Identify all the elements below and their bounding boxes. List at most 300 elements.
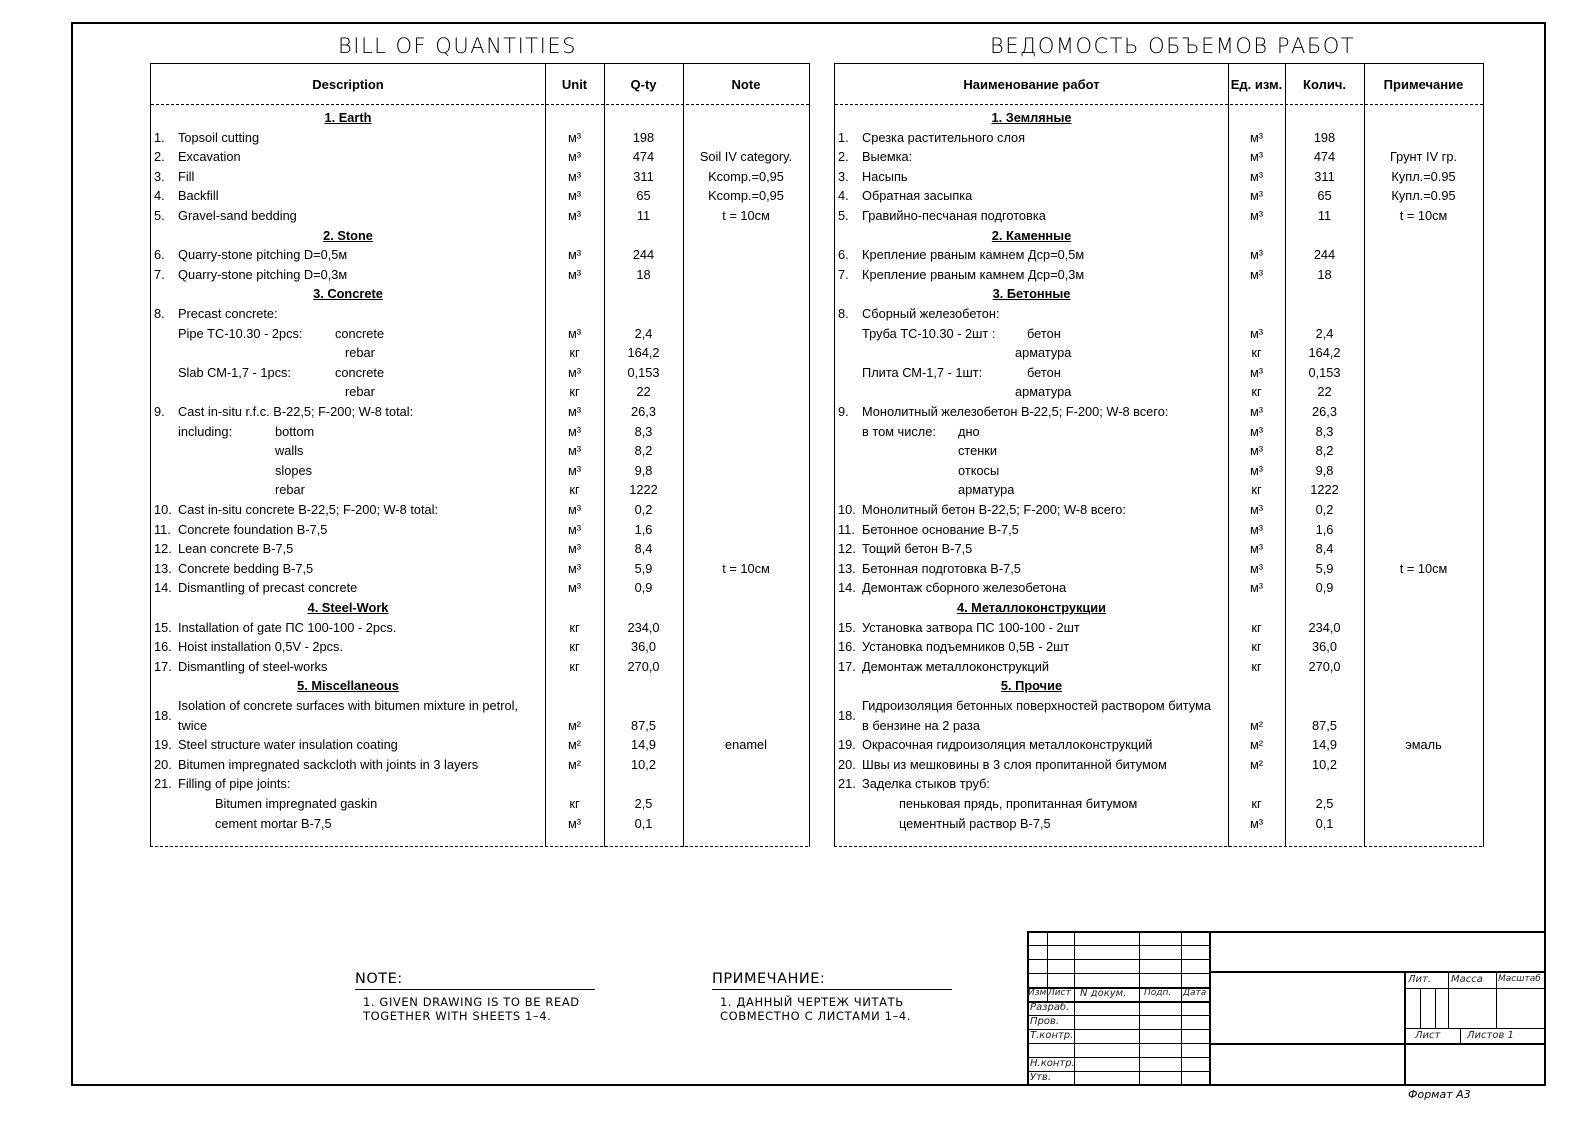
- item-number: 2.: [838, 149, 849, 165]
- table-row: [151, 343, 809, 363]
- item-number: 8.: [838, 306, 849, 321]
- header-cell: Description: [312, 77, 384, 92]
- item-description: Крепление рваным камнем Дср=0,5м: [862, 247, 1085, 263]
- table-row: [835, 480, 1483, 500]
- note-en-line-2: TOGETHER WITH SHEETS 1–4.: [363, 1009, 552, 1023]
- table-row: [835, 520, 1483, 540]
- stamp-prov: Пров.: [1030, 1016, 1060, 1027]
- item-unit: м³: [567, 521, 582, 537]
- item-unit: м³: [1249, 168, 1264, 184]
- item-quantity: 5,9: [1315, 560, 1334, 576]
- item-description: Гидроизоляция бетонных поверхностей раствором битума: [862, 698, 1211, 713]
- format-label: Формат А3: [1408, 1088, 1471, 1101]
- item-number: 14.: [838, 580, 856, 596]
- item-description: Concrete bedding B-7,5: [178, 560, 314, 576]
- item-description: Installation of gate ПС 100-100 - 2pcs.: [178, 619, 397, 635]
- item-quantity: 2,5: [634, 796, 653, 811]
- item-quantity: 65: [636, 188, 651, 204]
- table-row: [151, 206, 809, 226]
- table-row: [835, 539, 1483, 559]
- item-unit: м³: [1249, 325, 1264, 341]
- stamp-tkontr: Т.контр.: [1030, 1030, 1074, 1041]
- table-row: [151, 500, 809, 520]
- item-unit: м³: [1249, 404, 1264, 419]
- table-row: [835, 245, 1483, 265]
- item-unit: м³: [567, 541, 582, 557]
- item-quantity: 311: [633, 168, 654, 184]
- item-quantity: 8,4: [1315, 541, 1334, 557]
- item-description: Dismantling of precast concrete: [178, 580, 358, 596]
- table-row: [835, 304, 1483, 324]
- item-unit: м³: [1249, 208, 1264, 223]
- item-description: Бетонное основание B-7,5: [862, 521, 1019, 537]
- item-unit: м³: [1249, 815, 1264, 831]
- item-number: 9.: [154, 404, 165, 419]
- item-description: Гравийно-песчаная подготовка: [862, 208, 1046, 223]
- item-component: бетон: [1027, 325, 1061, 341]
- item-quantity: 311: [1314, 168, 1335, 184]
- stamp-ndokum: N докум.: [1080, 988, 1127, 999]
- item-component: арматура: [1015, 345, 1072, 361]
- item-description: Крепление рваным камнем Дср=0,3м: [862, 266, 1085, 282]
- item-quantity: 26,3: [1312, 404, 1337, 419]
- table-row: [151, 539, 809, 559]
- item-number: 10.: [838, 502, 856, 517]
- table-row: [835, 147, 1483, 167]
- table-row: [151, 441, 809, 461]
- item-quantity: 0,2: [1315, 502, 1334, 517]
- item-quantity: 244: [632, 247, 655, 263]
- item-number: 1.: [838, 129, 849, 145]
- item-quantity: 10,2: [631, 756, 656, 772]
- vedomost-table: [834, 63, 1484, 847]
- item-unit: м³: [567, 149, 582, 165]
- item-number: 5.: [154, 208, 165, 223]
- item-quantity: 0,1: [634, 815, 653, 831]
- item-number: 20.: [838, 756, 856, 772]
- section-title: 5. Прочие: [1000, 678, 1063, 694]
- item-note: t = 10см: [722, 560, 770, 576]
- item-note: Купл.=0.95: [1391, 168, 1456, 184]
- item-number: 3.: [154, 168, 165, 184]
- item-unit: м³: [1249, 129, 1264, 145]
- item-number: 1.: [154, 129, 165, 145]
- stamp-lit: Лит.: [1408, 974, 1432, 985]
- item-quantity: 198: [632, 129, 655, 145]
- table-row: [151, 363, 809, 383]
- item-quantity: 474: [632, 149, 655, 165]
- item-quantity: 8,2: [634, 443, 653, 459]
- item-quantity: 8,2: [1315, 443, 1334, 459]
- item-unit: м³: [567, 502, 582, 517]
- item-description: Заделка стыков труб:: [862, 776, 990, 792]
- item-note: Купл.=0.95: [1391, 188, 1456, 204]
- item-unit: м³: [1249, 541, 1264, 557]
- item-unit: кг: [1251, 482, 1262, 498]
- table-row: [835, 422, 1483, 442]
- item-number: 2.: [154, 149, 165, 165]
- item-component: цементный раствор B-7,5: [899, 815, 1051, 831]
- item-description: Slab СМ-1,7 - 1pcs:: [178, 364, 291, 380]
- item-number: 21.: [154, 776, 172, 792]
- item-quantity: 36,0: [631, 639, 656, 655]
- item-unit: кг: [1251, 796, 1262, 811]
- item-unit: м³: [567, 325, 582, 341]
- stamp-sheets: Листов 1: [1467, 1030, 1514, 1041]
- item-number: 19.: [838, 737, 856, 753]
- item-quantity: 0,1: [1315, 815, 1334, 831]
- item-quantity: 2,5: [1315, 796, 1334, 811]
- item-component: дно: [958, 423, 980, 439]
- item-unit: кг: [569, 658, 580, 674]
- item-description: Precast concrete:: [178, 306, 278, 321]
- table-row: [835, 363, 1483, 383]
- stamp-list: Лист: [1048, 988, 1071, 998]
- item-quantity: 270,0: [1308, 658, 1341, 674]
- item-component: пеньковая прядь, пропитанная битумом: [899, 796, 1138, 811]
- table-row: [151, 186, 809, 206]
- item-number: 16.: [154, 639, 172, 655]
- item-component: бетон: [1027, 364, 1061, 380]
- table-row: [835, 618, 1483, 638]
- table-row: [151, 324, 809, 344]
- item-description-cont: twice: [178, 717, 208, 733]
- item-quantity: 26,3: [631, 404, 656, 419]
- item-number: 3.: [838, 168, 849, 184]
- section-title: 3. Concrete: [313, 286, 383, 302]
- note-ru-line-1: 1. ДАННЫЙ ЧЕРТЕЖ ЧИТАТЬ: [720, 995, 904, 1009]
- table-row: [835, 167, 1483, 187]
- item-unit: м³: [567, 580, 582, 596]
- item-number: 5.: [838, 208, 849, 223]
- item-quantity: 18: [636, 266, 651, 282]
- item-quantity: 8,4: [634, 541, 653, 557]
- table-row: [835, 696, 1483, 735]
- item-component: bottom: [275, 423, 315, 439]
- stamp-razrab: Разраб.: [1030, 1002, 1070, 1013]
- item-unit: кг: [1251, 658, 1262, 674]
- item-unit: м³: [1249, 247, 1264, 263]
- item-unit: м³: [567, 560, 582, 576]
- table-row: [835, 128, 1483, 148]
- note-ru: [712, 971, 952, 1023]
- item-unit: м³: [1249, 560, 1264, 576]
- item-description: Fill: [178, 168, 195, 184]
- item-unit: м³: [567, 247, 582, 263]
- item-number: 12.: [838, 541, 856, 557]
- stamp-data: Дата: [1183, 988, 1207, 998]
- item-quantity: 18: [1317, 266, 1332, 282]
- stamp-masshtab: Масштаб: [1498, 974, 1541, 984]
- item-note: Soil IV category.: [699, 149, 793, 165]
- item-unit: кг: [569, 482, 580, 498]
- item-unit: кг: [569, 796, 580, 811]
- item-quantity: 0,153: [627, 364, 660, 380]
- item-quantity: 0,9: [634, 580, 653, 596]
- item-unit: м³: [1249, 443, 1264, 459]
- table-row: [835, 794, 1483, 814]
- section-title: 4. Steel-Work: [307, 600, 389, 615]
- item-number: 4.: [838, 188, 849, 204]
- item-component: cement mortar B-7,5: [215, 815, 332, 831]
- item-unit: м³: [1249, 521, 1264, 537]
- stamp-izm: Изм.: [1028, 988, 1050, 998]
- header-cell: Q-ty: [630, 77, 657, 92]
- stamp-sheet: Лист: [1415, 1030, 1441, 1041]
- table-row: [151, 304, 809, 324]
- item-number: 12.: [154, 541, 172, 557]
- section-heading: [835, 108, 1483, 128]
- item-description: Сборный железобетон:: [862, 306, 1000, 321]
- stamp-podp: Подп.: [1144, 988, 1172, 998]
- item-unit: кг: [569, 384, 580, 400]
- item-component: стенки: [958, 443, 998, 459]
- item-component: concrete: [335, 325, 385, 341]
- item-description: Труба ТС-10.30 - 2шт :: [862, 325, 996, 341]
- item-quantity: 22: [1317, 384, 1332, 400]
- table-row: [835, 755, 1483, 775]
- item-quantity: 10,2: [1312, 756, 1337, 772]
- item-quantity: 0,9: [1315, 580, 1334, 596]
- item-unit: м³: [1249, 266, 1264, 282]
- table-bottom-border: [834, 846, 1482, 847]
- item-number: 13.: [838, 560, 856, 576]
- item-unit: м³: [567, 443, 582, 459]
- section-heading: [151, 598, 809, 618]
- item-number: 6.: [838, 247, 849, 263]
- item-unit: м²: [1249, 737, 1264, 753]
- item-number: 21.: [838, 776, 856, 792]
- item-quantity: 11: [1317, 208, 1332, 223]
- item-note: эмаль: [1405, 737, 1442, 753]
- item-number: 4.: [154, 188, 165, 204]
- table-row: [151, 774, 809, 794]
- item-unit: м²: [1249, 717, 1264, 733]
- table-row: [151, 814, 809, 834]
- item-number: 20.: [154, 756, 172, 772]
- item-number: 6.: [154, 247, 165, 263]
- table-row: [151, 147, 809, 167]
- item-component: concrete: [335, 364, 385, 380]
- item-number: 7.: [838, 266, 849, 282]
- item-description: Topsoil cutting: [178, 129, 260, 145]
- item-description: Filling of pipe joints:: [178, 776, 291, 792]
- item-quantity: 234,0: [627, 619, 660, 635]
- item-note: t = 10см: [1399, 208, 1448, 223]
- table-row: [835, 441, 1483, 461]
- table-row: [835, 186, 1483, 206]
- item-unit: м³: [567, 168, 582, 184]
- table-row: [151, 735, 809, 755]
- table-row: [151, 128, 809, 148]
- item-unit: кг: [1251, 345, 1262, 361]
- table-row: [835, 265, 1483, 285]
- item-number: 7.: [154, 266, 165, 282]
- item-quantity: 164,2: [627, 345, 660, 361]
- item-unit: м²: [567, 717, 582, 733]
- section-heading: [835, 676, 1483, 696]
- item-unit: м²: [567, 756, 582, 772]
- section-title: 4. Металлоконструкции: [956, 600, 1107, 615]
- section-title: 3. Бетонные: [992, 286, 1071, 302]
- item-description: Бетонная подготовка B-7,5: [862, 560, 1021, 576]
- item-unit: м³: [567, 266, 582, 282]
- item-note: Грунт IV гр.: [1389, 149, 1458, 165]
- item-description: Backfill: [178, 188, 219, 204]
- item-quantity: 11: [636, 208, 651, 223]
- item-component: rebar: [345, 345, 375, 361]
- item-unit: кг: [1251, 384, 1262, 400]
- item-component: арматура: [1015, 384, 1072, 400]
- note-ru-line-2: СОВМЕСТНО С ЛИСТАМИ 1–4.: [720, 1009, 912, 1023]
- section-heading: [151, 226, 809, 246]
- header-cell: Note: [731, 77, 761, 92]
- note-ru-title: ПРИМЕЧАНИЕ:: [712, 971, 952, 990]
- right-title: ВЕДОМОСТЬ ОБЪЕМОВ РАБОТ: [990, 34, 1356, 58]
- item-quantity: 1,6: [634, 521, 653, 537]
- table-row: [835, 814, 1483, 834]
- note-en-title: NOTE:: [355, 971, 595, 990]
- item-unit: м³: [1249, 423, 1264, 439]
- item-component: walls: [275, 443, 304, 459]
- stamp-nkontr: Н.контр.: [1030, 1058, 1075, 1069]
- item-number: 17.: [154, 658, 172, 674]
- header-cell: Примечание: [1383, 77, 1464, 92]
- item-description: including:: [178, 423, 233, 439]
- item-quantity: 164,2: [1308, 345, 1341, 361]
- item-component: откосы: [958, 462, 1000, 478]
- item-unit: м³: [567, 208, 582, 223]
- item-quantity: 1222: [629, 482, 658, 498]
- section-heading: [151, 108, 809, 128]
- item-note: t = 10см: [722, 208, 770, 223]
- table-bottom-border: [150, 846, 808, 847]
- table-row: [151, 637, 809, 657]
- note-en-line-1: 1. GIVEN DRAWING IS TO BE READ: [363, 995, 580, 1009]
- item-number: 15.: [154, 619, 172, 635]
- item-component: rebar: [275, 482, 305, 498]
- item-quantity: 14,9: [1312, 737, 1337, 753]
- section-title: 2. Stone: [323, 227, 373, 243]
- note-en: [355, 971, 595, 1023]
- section-heading: [835, 226, 1483, 246]
- table-row: [151, 382, 809, 402]
- item-quantity: 1222: [1310, 482, 1339, 498]
- table-row: [151, 265, 809, 285]
- item-number: 9.: [838, 404, 849, 419]
- table-row: [151, 480, 809, 500]
- table-row: [835, 735, 1483, 755]
- table-row: [835, 637, 1483, 657]
- table-row: [835, 324, 1483, 344]
- item-number: 11.: [838, 521, 855, 537]
- item-unit: м³: [567, 462, 582, 478]
- section-title: 5. Miscellaneous: [297, 678, 399, 694]
- table-row: [835, 500, 1483, 520]
- item-description: Quarry-stone pitching D=0,3м: [178, 266, 348, 282]
- item-quantity: 8,3: [1315, 423, 1334, 439]
- item-unit: м³: [1249, 364, 1264, 380]
- table-row: [151, 657, 809, 677]
- item-quantity: 36,0: [1312, 639, 1337, 655]
- table-row: [835, 402, 1483, 422]
- item-description: Монолитный железобетон B-22,5; F-200; W-8 всего:: [862, 404, 1169, 419]
- table-row: [835, 343, 1483, 363]
- item-number: 18.: [154, 707, 172, 723]
- header-cell: Наименование работ: [963, 77, 1100, 92]
- header-cell: Колич.: [1303, 77, 1346, 92]
- header-cell: Ед. изм.: [1230, 77, 1283, 92]
- item-quantity: 2,4: [1315, 325, 1334, 341]
- item-component: Bitumen impregnated gaskin: [215, 796, 378, 811]
- section-heading: [835, 598, 1483, 618]
- table-row: [151, 578, 809, 598]
- item-description: Установка подъемников 0,5В - 2шт: [862, 639, 1070, 655]
- section-title: 2. Каменные: [991, 227, 1072, 243]
- item-unit: м³: [567, 423, 582, 439]
- item-number: 13.: [154, 560, 172, 576]
- item-number: 15.: [838, 619, 856, 635]
- item-note: enamel: [725, 737, 767, 753]
- table-row: [835, 657, 1483, 677]
- item-description: Насыпь: [862, 168, 908, 184]
- item-description: Steel structure water insulation coating: [178, 737, 398, 753]
- item-unit: кг: [1251, 619, 1262, 635]
- item-unit: м³: [1249, 502, 1264, 517]
- item-quantity: 9,8: [1315, 462, 1334, 478]
- item-description: Установка затвора ПС 100-100 - 2шт: [862, 619, 1080, 635]
- table-row: [151, 755, 809, 775]
- table-row: [835, 382, 1483, 402]
- item-quantity: 87,5: [631, 717, 656, 733]
- item-description: Hoist installation 0,5V - 2pcs.: [178, 639, 344, 655]
- table-row: [151, 461, 809, 481]
- item-unit: кг: [1251, 639, 1262, 655]
- item-description: Lean concrete B-7,5: [178, 541, 294, 557]
- item-number: 11.: [154, 521, 171, 537]
- table-row: [835, 578, 1483, 598]
- item-unit: м³: [1249, 149, 1264, 165]
- item-number: 18.: [838, 707, 856, 723]
- section-heading: [151, 676, 809, 696]
- item-number: 8.: [154, 306, 165, 321]
- item-unit: м²: [567, 737, 582, 753]
- item-description: Демонтаж сборного железобетона: [862, 580, 1067, 596]
- item-quantity: 1,6: [1315, 521, 1334, 537]
- item-description: Выемка:: [862, 149, 913, 165]
- item-quantity: 87,5: [1312, 717, 1337, 733]
- item-quantity: 0,2: [634, 502, 653, 517]
- item-unit: кг: [569, 639, 580, 655]
- table-row: [151, 794, 809, 814]
- section-heading: [151, 284, 809, 304]
- item-quantity: 14,9: [631, 737, 656, 753]
- item-description: Quarry-stone pitching D=0,5м: [178, 247, 348, 263]
- item-component: арматура: [958, 482, 1015, 498]
- item-number: 14.: [154, 580, 172, 596]
- item-quantity: 474: [1313, 149, 1336, 165]
- item-unit: кг: [569, 619, 580, 635]
- item-description: Cast in-situ concrete B-22,5; F-200; W-8 total:: [178, 502, 439, 517]
- item-component: rebar: [345, 384, 375, 400]
- section-title: 1. Earth: [324, 110, 372, 125]
- item-unit: м³: [1249, 462, 1264, 478]
- item-unit: м³: [567, 188, 582, 204]
- item-number: 10.: [154, 502, 172, 517]
- item-quantity: 22: [636, 384, 651, 400]
- stamp-utv: Утв.: [1030, 1072, 1051, 1083]
- item-description: Gravel-sand bedding: [178, 208, 297, 223]
